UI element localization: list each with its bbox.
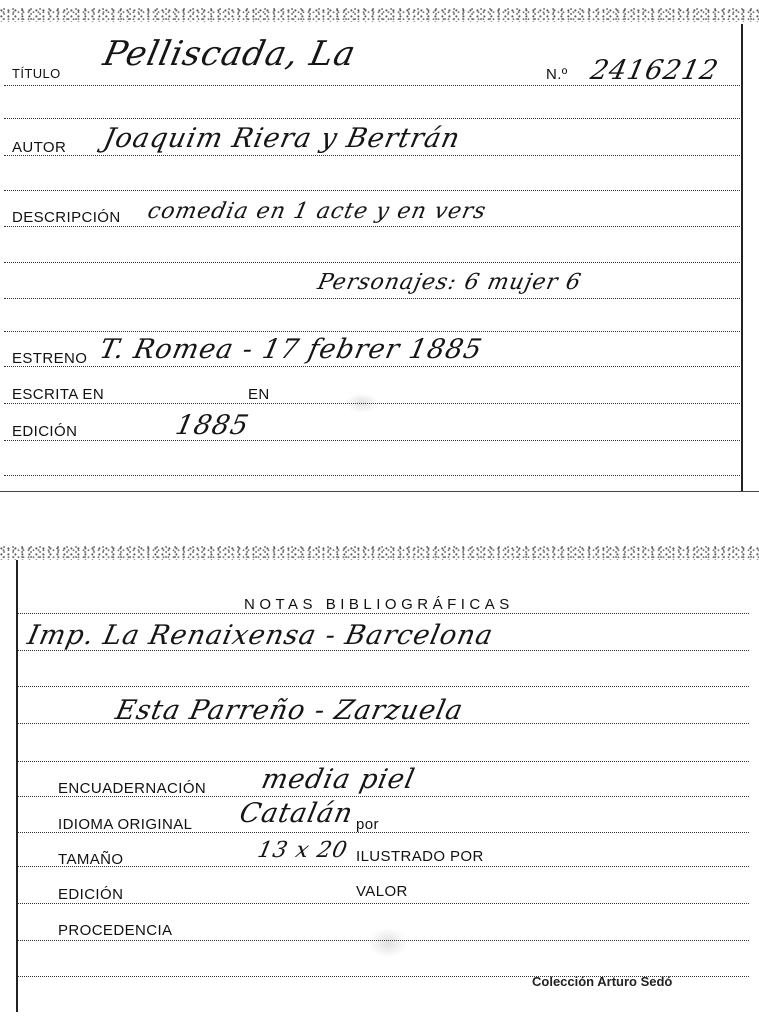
rule-estreno [4, 366, 742, 367]
escrita-en-label: ESCRITA EN [12, 386, 105, 403]
idioma-label: IDIOMA ORIGINAL [58, 816, 193, 833]
card-top-bottom-edge [0, 491, 759, 492]
note-line-2: Esta Parreño - Zarzuela [112, 695, 467, 726]
rule-heading [18, 613, 749, 614]
descripcion-value: comedia en 1 acte y en vers [145, 199, 489, 224]
rule-autor [4, 155, 742, 156]
card-bottom-left-border [16, 560, 18, 1012]
rule-e [4, 331, 742, 332]
rule-c [4, 262, 742, 263]
tamano-value: 13 x 20 [255, 838, 351, 863]
note-line-1: Imp. La Renaixensa - Barcelona [24, 620, 497, 651]
numero-label: N.º [546, 66, 568, 83]
en-label: EN [248, 386, 270, 403]
edicion-value-top: 1885 [172, 410, 253, 441]
ink-blot [345, 393, 379, 413]
rule-b [4, 190, 742, 191]
valor-label: VALOR [356, 883, 408, 900]
ink-smudge [368, 928, 408, 958]
procedencia-label: PROCEDENCIA [58, 922, 173, 939]
por-label: por [356, 816, 379, 833]
estreno-label: ESTRENO [12, 350, 88, 367]
titulo-label: TÍTULO [12, 66, 61, 81]
notas-heading: NOTAS BIBLIOGRÁFICAS [244, 596, 514, 613]
rule-edicion [4, 440, 742, 441]
encuadernacion-label: ENCUADERNACIÓN [58, 780, 207, 797]
encuadernacion-value: media piel [258, 764, 419, 795]
estreno-value: T. Romea - 17 febrer 1885 [96, 334, 486, 365]
numero-value: 2416212 [587, 55, 722, 86]
ilustrado-label: ILUSTRADO POR [356, 848, 484, 865]
rule-g [18, 686, 749, 687]
rule-h [18, 761, 749, 762]
card-top-edge [0, 8, 759, 22]
collection-label: Colección Arturo Sedó [532, 974, 673, 989]
rule-edicion-b [18, 903, 749, 904]
card-bottom-edge [0, 546, 759, 560]
tamano-label: TAMAÑO [58, 851, 124, 868]
rule-descripcion [4, 226, 742, 227]
rule-f [4, 475, 742, 476]
descripcion-value-2: Personajes: 6 mujer 6 [315, 270, 584, 295]
edicion-label-top: EDICIÓN [12, 423, 78, 440]
catalog-card-bottom [0, 540, 759, 1028]
autor-value: Joaquim Riera y Bertrán [100, 123, 464, 154]
rule-a [4, 118, 742, 119]
titulo-value: Pelliscada, La [99, 34, 360, 74]
idioma-value: Catalán [236, 798, 357, 829]
catalog-card-top [0, 0, 759, 495]
descripcion-label: DESCRIPCIÓN [12, 209, 121, 226]
rule-d [4, 298, 742, 299]
autor-label: AUTOR [12, 139, 67, 156]
edicion-label-bottom: EDICIÓN [58, 886, 124, 903]
card-top-right-border [741, 24, 743, 492]
rule-tamano [18, 866, 749, 867]
